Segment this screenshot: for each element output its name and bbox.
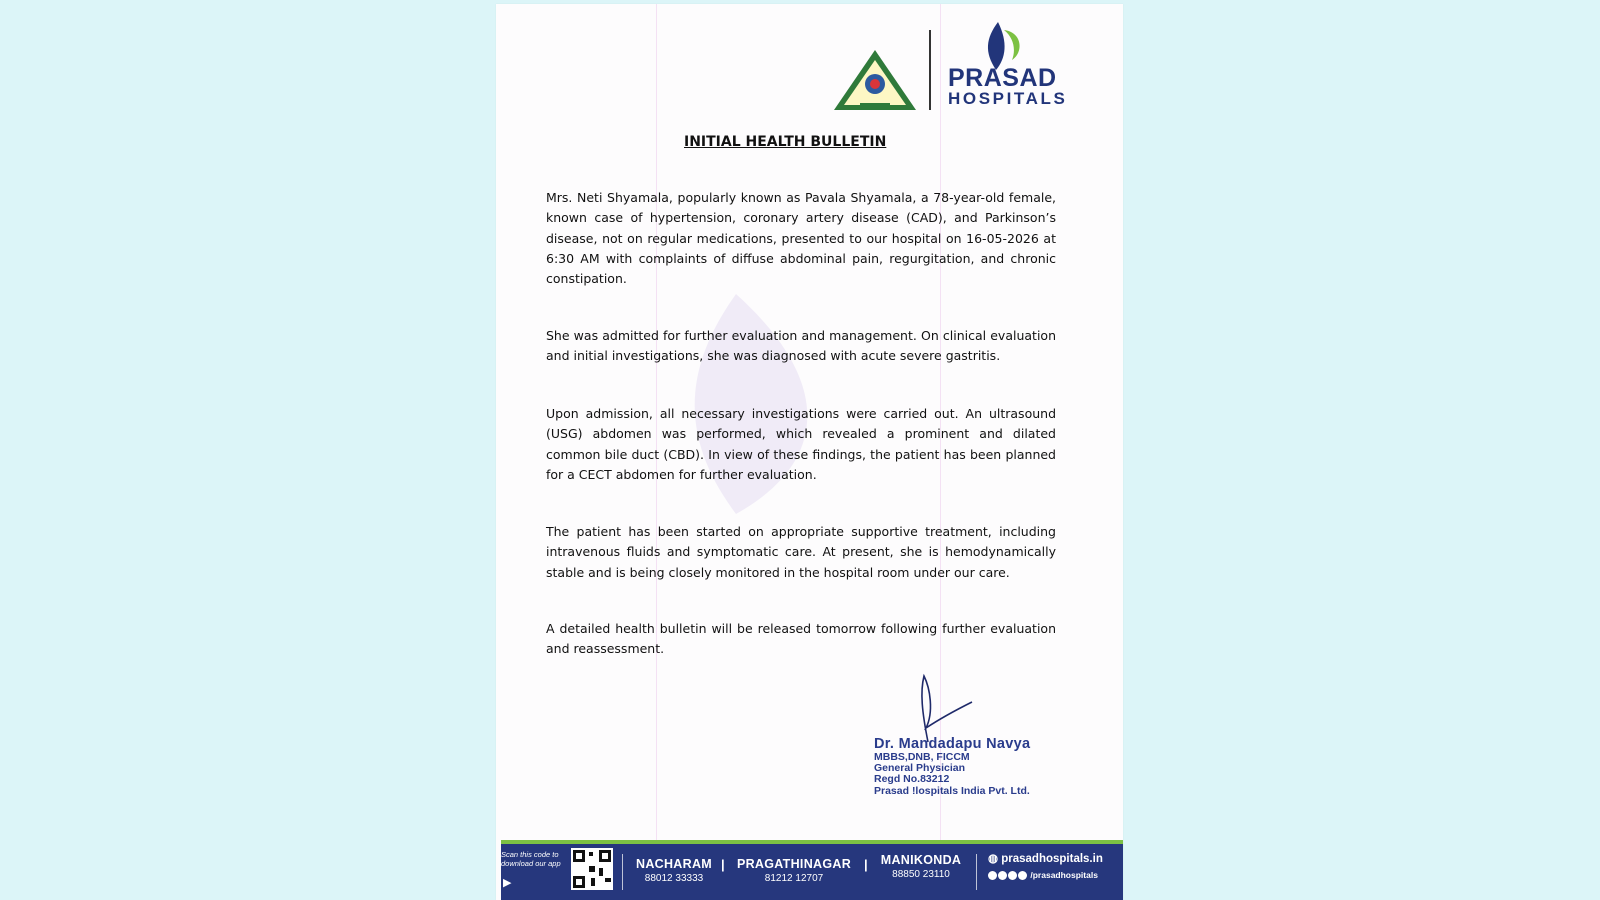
brand-subtitle: HOSPITALS [948,89,1068,108]
footer-divider [976,854,977,890]
location-separator: | [864,857,868,872]
bulletin-title: INITIAL HEALTH BULLETIN [684,134,887,150]
bulletin-paragraph: Upon admission, all necessary investigations were carried out. An ultrasound (USG) abdomen was performed, which revealed a prominent and dilated common bile duct (CBD). In view of these findings, the patient has been planned for a CECT abdomen for further evaluation. [546,406,1056,482]
instagram-icon[interactable] [998,871,1007,880]
youtube-icon[interactable] [1008,871,1017,880]
location-pragathinagar [733,857,855,884]
bulletin-paragraph: A detailed health bulletin will be released tomorrow following further evaluation and reassessment. [546,621,1056,657]
signatory-qualifications: MBBS,DNB, FICCM [874,751,970,763]
bulletin-paragraph: The patient has been started on appropriate supportive treatment, including intravenous fluids and symptomatic care. At present, she is hemodynamically stable and is being closely monitored in the hospital room under our care. [546,524,1056,580]
location-phone: 88850 23110 [892,869,950,880]
app-store-icons: ▶ [503,877,512,889]
scan-app-text: Scan this code to download our app [501,850,561,868]
logo-divider [929,30,931,110]
location-phone: 81212 12707 [764,873,824,884]
website-text: prasadhospitals.in [1001,853,1103,865]
signatory-designation: General Physician [874,762,966,775]
social-handle: /prasadhospitals [1030,870,1098,880]
location-manikonda [876,853,966,880]
location-name: MANIKONDA [880,853,962,867]
bulletin-document [496,4,1123,900]
location-phone: 88012 33333 [644,873,704,884]
brand-name: PRASAD [948,64,1057,92]
location-separator: | [721,857,725,872]
bulletin-paragraph: She was admitted for further evaluation and management. On clinical evaluation and initial investigations, she was diagnosed with acute severe gastritis. [546,328,1056,364]
signatory-organization: Prasad !lospitals India Pvt. Ltd. [874,784,1030,797]
handwritten-signature [912,672,982,744]
website-link[interactable] [988,851,1103,865]
quality-certification-logo [832,48,918,112]
signatory-registration: Regd No.83212 [874,773,950,786]
globe-icon: ◍ [988,853,1002,865]
location-name: NACHARAM [636,857,713,871]
location-nacharam [636,857,712,884]
bulletin-paragraph: Mrs. Neti Shyamala, popularly known as Pavala Shyamala, a 78-year-old female, known case of hypertension, coronary artery disease (CAD), and Parkinson’s disease, not on regular medications, presented to our hospital on 16-05-2026 at 6:30 AM with complaints of diffuse abdominal pain, regurgitation, and chronic constipation. [546,190,1056,287]
linkedin-icon[interactable] [1018,871,1027,880]
qr-code[interactable] [571,848,613,890]
signatory-name: Dr. Mandadapu Navya [874,736,1031,752]
footer-bar [501,840,1123,900]
location-name: PRAGATHINAGAR [736,857,852,871]
footer-divider [622,854,623,890]
social-links[interactable] [988,870,1098,880]
signatory-block [874,736,1030,797]
facebook-icon[interactable] [988,871,997,880]
